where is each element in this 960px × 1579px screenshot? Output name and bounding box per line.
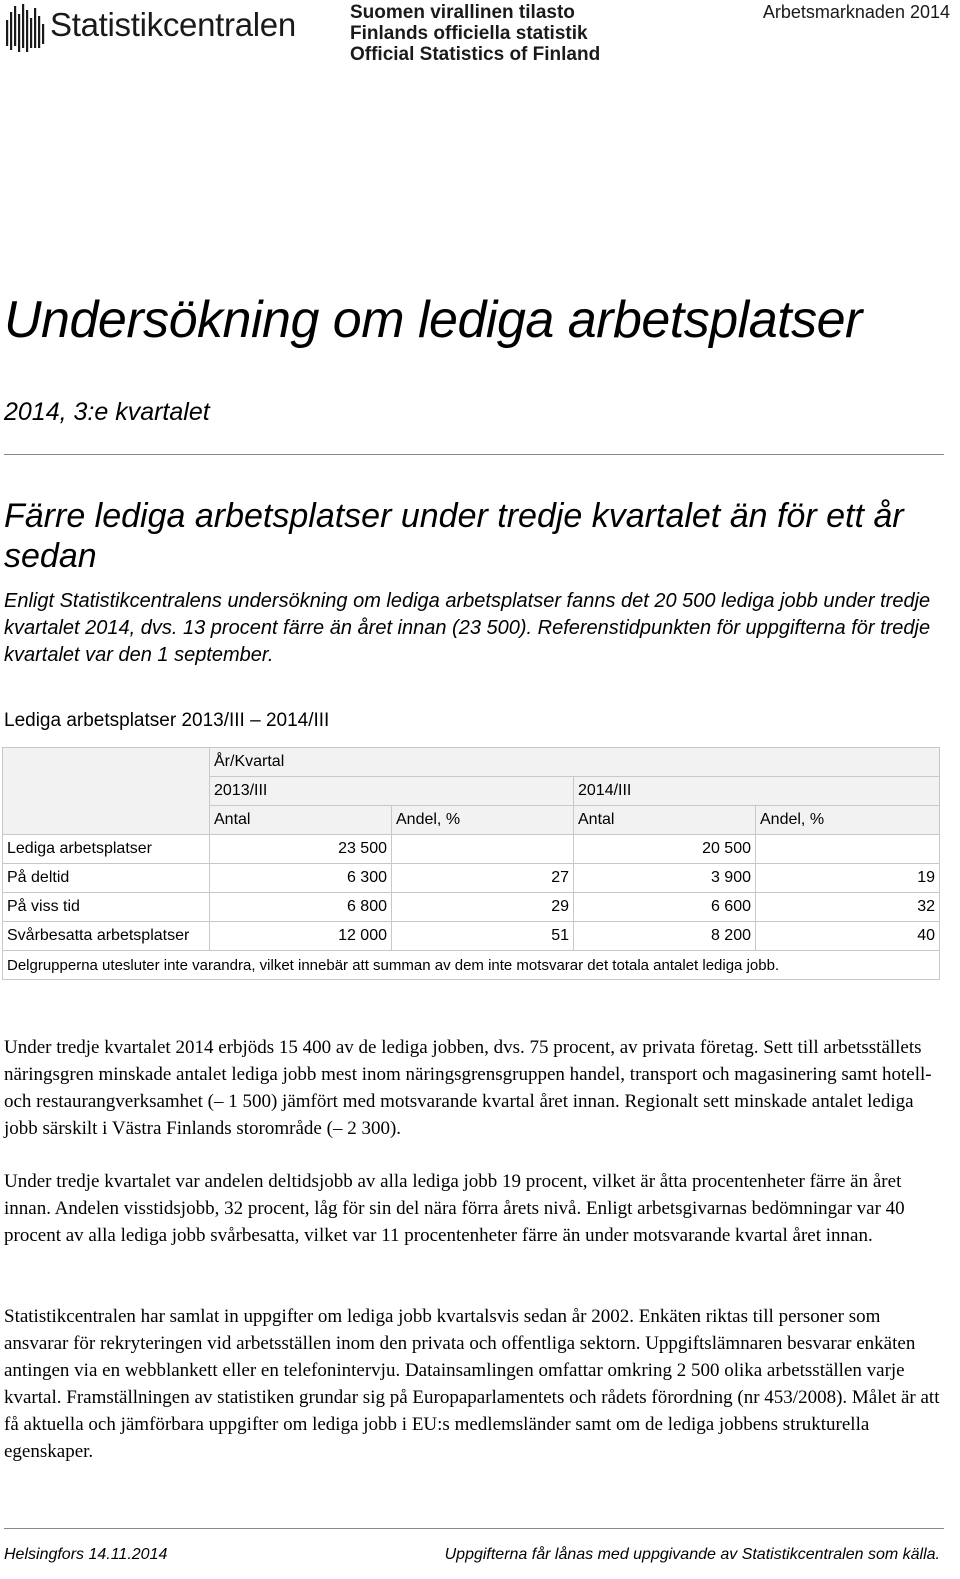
count-2014: 20 500 — [574, 835, 756, 864]
footer-divider — [4, 1528, 944, 1529]
share-2014: 32 — [756, 893, 940, 922]
header-period-2013: 2013/III — [210, 777, 574, 806]
row-label: Svårbesatta arbetsplatser — [3, 922, 210, 951]
count-2014: 6 600 — [574, 893, 756, 922]
share-2013: 29 — [392, 893, 574, 922]
divider — [4, 454, 944, 455]
table-title: Lediga arbetsplatser 2013/III – 2014/III — [4, 710, 330, 731]
header-count-2014: Antal — [574, 806, 756, 835]
body-paragraph: Under tredje kvartalet 2014 erbjöds 15 400 av de lediga jobben, dvs. 75 procent, av privata företag. Sett till arbetsställets näringsgren minskade antalet lediga jobb mest inom näringsgrensgruppen handel, transport och magasinering samt hotell- och restaurangverksamhet (– 1 500) jämfört med motsvarande kvartal året innan. Regionalt sett minskade antalet lediga jobb särskilt i Västra Finlands storområde (– 2 300). — [4, 1037, 932, 1139]
count-2013: 6 800 — [210, 893, 392, 922]
count-2013: 12 000 — [210, 922, 392, 951]
footer-place-date: Helsingfors 14.11.2014 — [4, 1546, 168, 1563]
header-count-2013: Antal — [210, 806, 392, 835]
table-row — [3, 893, 940, 922]
official-statistics-label — [350, 2, 600, 65]
header-year-quarter: År/Kvartal — [210, 748, 940, 777]
share-2013: 51 — [392, 922, 574, 951]
count-2013: 23 500 — [210, 835, 392, 864]
header-period-2014: 2014/III — [574, 777, 940, 806]
header-share-2014: Andel, % — [756, 806, 940, 835]
row-label: På deltid — [3, 864, 210, 893]
table-note-row — [3, 951, 940, 980]
page-title: Undersökning om lediga arbetsplatser — [4, 291, 862, 349]
article-lede: Enligt Statistikcentralens undersökning om lediga arbetsplatser fanns det 20 500 lediga jobb under tredje kvartalet 2014, dvs. 13 procent färre än året innan (23 500). Referenstidpunkten för uppgifterna för tredje kvartalet var den 1 september. — [4, 590, 931, 666]
series-name: Arbetsmarknaden 2014 — [762, 2, 950, 22]
official-line-en: Official Statistics of Finland — [350, 44, 601, 65]
count-2014: 8 200 — [574, 922, 756, 951]
logo-wordmark: Statistikcentralen — [50, 6, 296, 43]
official-line-sv: Finlands officiella statistik — [350, 23, 588, 44]
official-line-fi: Suomen virallinen tilasto — [350, 2, 575, 23]
footer-source-note: Uppgifterna får lånas med uppgivande av Statistikcentralen som källa. — [444, 1546, 940, 1563]
share-2013 — [392, 835, 574, 864]
header-share-2013: Andel, % — [392, 806, 574, 835]
article-headline: Färre lediga arbetsplatser under tredje kvartalet än för ett år sedan — [4, 497, 904, 575]
share-2013: 27 — [392, 864, 574, 893]
page-subtitle: 2014, 3:e kvartalet — [4, 398, 210, 426]
row-label: Lediga arbetsplatser — [3, 835, 210, 864]
table-note: Delgrupperna utesluter inte varandra, vilket innebär att summan av dem inte motsvarar det totala antalet lediga jobb. — [3, 951, 940, 980]
share-2014 — [756, 835, 940, 864]
table-corner-cell — [3, 748, 210, 835]
share-2014: 19 — [756, 864, 940, 893]
table-header-row — [3, 748, 940, 777]
page-header — [0, 0, 960, 70]
body-paragraph: Under tredje kvartalet var andelen deltidsjobb av alla lediga jobb 19 procent, vilket är åtta procentenheter färre än året innan. Andelen visstidsjobb, 32 procent, låg för sin del nära förra årets nivå. Enligt arbetsgivarnas bedömningar var 40 procent av alla lediga jobb svårbesatta, vilket var 11 procentenheter färre än under motsvarande kvartal året innan. — [4, 1171, 905, 1246]
count-2013: 6 300 — [210, 864, 392, 893]
table-row — [3, 922, 940, 951]
vacancies-table — [2, 747, 940, 980]
table-row — [3, 835, 940, 864]
statistics-finland-logo-icon — [5, 2, 45, 54]
body-paragraph: Statistikcentralen har samlat in uppgifter om lediga jobb kvartalsvis sedan år 2002. Enkäten riktas till personer som ansvarar för rekryteringen vid arbetsställen inom den privata och offentliga sektorn. Uppgiftslämnaren besvarar enkäten antingen via en webblankett eller en telefonintervju. Datainsamlingen omfattar omkring 2 500 olika arbetsställen varje kvartal. Framställningen av statistiken grundar sig på Europaparlamentets och rådets förordning (nr 453/2008). Målet är att få aktuella och jämförbara uppgifter om lediga jobb i EU:s medlemsländer samt om de lediga jobbens strukturella egenskaper. — [4, 1306, 940, 1462]
table-row — [3, 864, 940, 893]
row-label: På viss tid — [3, 893, 210, 922]
share-2014: 40 — [756, 922, 940, 951]
count-2014: 3 900 — [574, 864, 756, 893]
